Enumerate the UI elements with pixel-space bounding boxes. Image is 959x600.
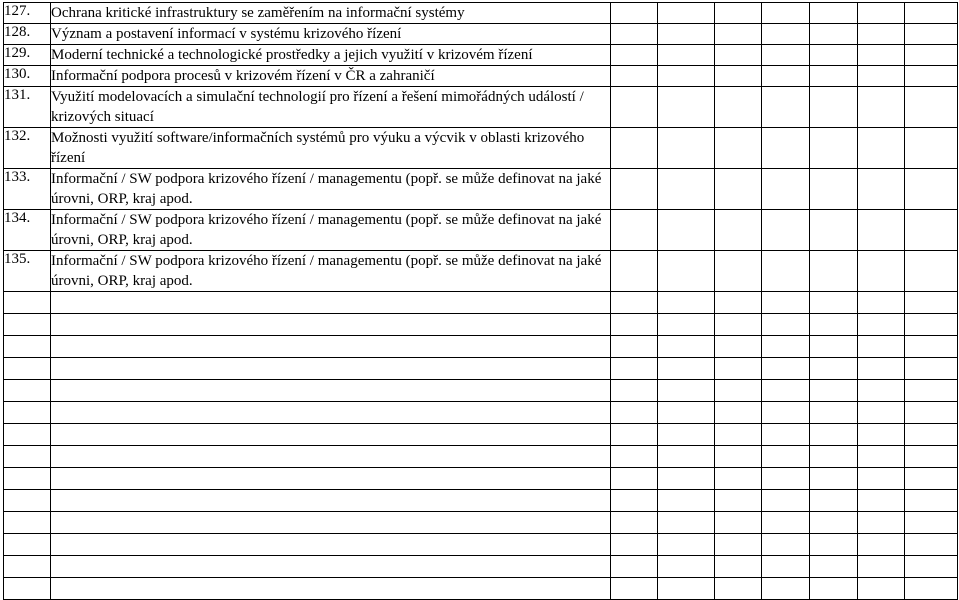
- empty-cell: [715, 251, 762, 292]
- empty-cell: [905, 87, 958, 128]
- empty-cell: [810, 556, 858, 578]
- empty-cell: [762, 128, 810, 169]
- empty-cell: [658, 534, 715, 556]
- empty-cell: [4, 402, 51, 424]
- empty-cell: [715, 24, 762, 45]
- empty-cell: [762, 402, 810, 424]
- empty-cell: [715, 314, 762, 336]
- empty-cell: [51, 292, 611, 314]
- table-row: [4, 66, 958, 87]
- empty-cell: [858, 446, 905, 468]
- empty-cell: [905, 380, 958, 402]
- empty-cell: [4, 292, 51, 314]
- empty-cell: [611, 534, 658, 556]
- empty-cell: [611, 45, 658, 66]
- row-topic: Informační / SW podpora krizového řízení / managementu (popř. se může definovat na jaké úrovni, ORP, kraj apod.: [51, 169, 611, 210]
- empty-cell: [905, 358, 958, 380]
- table-row: [4, 24, 958, 45]
- empty-row: [4, 424, 958, 446]
- empty-cell: [858, 66, 905, 87]
- table-row: [4, 169, 958, 210]
- empty-cell: [715, 380, 762, 402]
- empty-cell: [905, 446, 958, 468]
- empty-row: [4, 314, 958, 336]
- empty-cell: [905, 210, 958, 251]
- empty-cell: [905, 556, 958, 578]
- table-row: [4, 251, 958, 292]
- empty-cell: [658, 128, 715, 169]
- empty-cell: [658, 87, 715, 128]
- empty-row: [4, 402, 958, 424]
- empty-cell: [810, 3, 858, 24]
- empty-cell: [762, 380, 810, 402]
- empty-cell: [858, 292, 905, 314]
- empty-row: [4, 490, 958, 512]
- empty-cell: [905, 292, 958, 314]
- empty-cell: [858, 534, 905, 556]
- empty-cell: [611, 3, 658, 24]
- empty-cell: [762, 251, 810, 292]
- empty-cell: [611, 446, 658, 468]
- empty-cell: [858, 251, 905, 292]
- empty-row: [4, 578, 958, 600]
- row-topic: Informační / SW podpora krizového řízení / managementu (popř. se může definovat na jaké úrovni, ORP, kraj apod.: [51, 251, 611, 292]
- empty-cell: [658, 490, 715, 512]
- empty-cell: [4, 512, 51, 534]
- empty-cell: [4, 446, 51, 468]
- empty-cell: [858, 358, 905, 380]
- empty-cell: [611, 251, 658, 292]
- empty-cell: [762, 578, 810, 600]
- empty-cell: [611, 292, 658, 314]
- empty-cell: [51, 358, 611, 380]
- empty-cell: [858, 45, 905, 66]
- empty-row: [4, 358, 958, 380]
- empty-cell: [611, 336, 658, 358]
- empty-cell: [51, 424, 611, 446]
- empty-cell: [51, 490, 611, 512]
- empty-cell: [858, 556, 905, 578]
- row-number: 131.: [4, 87, 51, 128]
- empty-cell: [762, 336, 810, 358]
- empty-cell: [905, 66, 958, 87]
- empty-cell: [762, 292, 810, 314]
- empty-cell: [858, 87, 905, 128]
- empty-cell: [611, 87, 658, 128]
- empty-cell: [810, 380, 858, 402]
- empty-row: [4, 380, 958, 402]
- empty-cell: [762, 424, 810, 446]
- empty-cell: [905, 169, 958, 210]
- empty-row: [4, 446, 958, 468]
- empty-cell: [905, 534, 958, 556]
- row-topic: Možnosti využití software/informačních systémů pro výuku a výcvik v oblasti krizového řízení: [51, 128, 611, 169]
- empty-cell: [905, 424, 958, 446]
- empty-cell: [715, 424, 762, 446]
- empty-cell: [858, 128, 905, 169]
- empty-cell: [715, 556, 762, 578]
- empty-cell: [658, 210, 715, 251]
- row-topic: Moderní technické a technologické prostředky a jejich využití v krizovém řízení: [51, 45, 611, 66]
- empty-cell: [51, 314, 611, 336]
- empty-cell: [858, 336, 905, 358]
- empty-cell: [905, 402, 958, 424]
- empty-cell: [858, 402, 905, 424]
- row-number: 130.: [4, 66, 51, 87]
- empty-cell: [858, 3, 905, 24]
- empty-cell: [51, 534, 611, 556]
- topics-table: [3, 2, 958, 600]
- empty-cell: [658, 3, 715, 24]
- empty-cell: [611, 358, 658, 380]
- empty-cell: [810, 446, 858, 468]
- empty-cell: [715, 128, 762, 169]
- empty-cell: [905, 128, 958, 169]
- empty-cell: [611, 556, 658, 578]
- empty-cell: [715, 446, 762, 468]
- empty-cell: [762, 556, 810, 578]
- empty-cell: [762, 210, 810, 251]
- empty-cell: [658, 24, 715, 45]
- empty-cell: [905, 512, 958, 534]
- empty-cell: [658, 446, 715, 468]
- empty-cell: [658, 66, 715, 87]
- empty-cell: [658, 314, 715, 336]
- empty-cell: [810, 66, 858, 87]
- empty-cell: [51, 380, 611, 402]
- empty-cell: [810, 24, 858, 45]
- empty-cell: [905, 336, 958, 358]
- empty-cell: [715, 512, 762, 534]
- empty-cell: [611, 169, 658, 210]
- table-row: [4, 87, 958, 128]
- row-number: 133.: [4, 169, 51, 210]
- empty-cell: [858, 24, 905, 45]
- empty-cell: [858, 424, 905, 446]
- empty-row: [4, 468, 958, 490]
- empty-cell: [611, 24, 658, 45]
- row-topic: Informační / SW podpora krizového řízení / managementu (popř. se může definovat na jaké úrovni, ORP, kraj apod.: [51, 210, 611, 251]
- empty-cell: [611, 424, 658, 446]
- empty-cell: [51, 512, 611, 534]
- empty-cell: [810, 490, 858, 512]
- empty-cell: [715, 210, 762, 251]
- empty-cell: [858, 468, 905, 490]
- empty-cell: [658, 292, 715, 314]
- empty-cell: [905, 24, 958, 45]
- empty-cell: [762, 358, 810, 380]
- empty-cell: [51, 336, 611, 358]
- empty-cell: [905, 314, 958, 336]
- empty-cell: [810, 402, 858, 424]
- empty-cell: [658, 358, 715, 380]
- empty-cell: [762, 66, 810, 87]
- row-topic: Ochrana kritické infrastruktury se zaměřením na informační systémy: [51, 3, 611, 24]
- table-row: [4, 45, 958, 66]
- empty-cell: [858, 512, 905, 534]
- empty-cell: [658, 380, 715, 402]
- empty-cell: [905, 490, 958, 512]
- empty-cell: [715, 3, 762, 24]
- empty-cell: [810, 128, 858, 169]
- empty-cell: [658, 169, 715, 210]
- empty-cell: [4, 424, 51, 446]
- empty-cell: [905, 3, 958, 24]
- empty-cell: [762, 24, 810, 45]
- empty-cell: [4, 380, 51, 402]
- empty-cell: [858, 314, 905, 336]
- empty-cell: [658, 45, 715, 66]
- empty-cell: [810, 210, 858, 251]
- empty-cell: [715, 578, 762, 600]
- empty-cell: [810, 468, 858, 490]
- row-topic: Význam a postavení informací v systému krizového řízení: [51, 24, 611, 45]
- empty-cell: [905, 468, 958, 490]
- empty-cell: [762, 3, 810, 24]
- empty-cell: [611, 468, 658, 490]
- empty-cell: [658, 468, 715, 490]
- empty-row: [4, 534, 958, 556]
- empty-cell: [658, 251, 715, 292]
- empty-cell: [611, 66, 658, 87]
- empty-cell: [611, 490, 658, 512]
- empty-cell: [762, 534, 810, 556]
- empty-cell: [611, 380, 658, 402]
- empty-cell: [715, 336, 762, 358]
- empty-cell: [762, 468, 810, 490]
- empty-row: [4, 512, 958, 534]
- empty-cell: [611, 128, 658, 169]
- empty-cell: [658, 336, 715, 358]
- table-row: [4, 3, 958, 24]
- empty-row: [4, 556, 958, 578]
- empty-cell: [810, 87, 858, 128]
- empty-cell: [611, 402, 658, 424]
- empty-cell: [51, 402, 611, 424]
- empty-cell: [658, 556, 715, 578]
- empty-cell: [51, 578, 611, 600]
- empty-cell: [762, 512, 810, 534]
- empty-cell: [905, 251, 958, 292]
- row-number: 132.: [4, 128, 51, 169]
- empty-cell: [858, 169, 905, 210]
- row-number: 127.: [4, 3, 51, 24]
- empty-cell: [810, 45, 858, 66]
- empty-cell: [810, 512, 858, 534]
- empty-cell: [810, 358, 858, 380]
- empty-cell: [4, 358, 51, 380]
- empty-cell: [51, 468, 611, 490]
- row-number: 129.: [4, 45, 51, 66]
- empty-cell: [858, 578, 905, 600]
- empty-cell: [762, 314, 810, 336]
- row-number: 128.: [4, 24, 51, 45]
- empty-cell: [715, 534, 762, 556]
- empty-cell: [4, 556, 51, 578]
- empty-cell: [715, 45, 762, 66]
- empty-cell: [810, 169, 858, 210]
- row-number: 134.: [4, 210, 51, 251]
- empty-cell: [715, 402, 762, 424]
- empty-cell: [611, 210, 658, 251]
- empty-cell: [51, 446, 611, 468]
- empty-cell: [905, 45, 958, 66]
- empty-cell: [4, 534, 51, 556]
- empty-cell: [4, 336, 51, 358]
- empty-cell: [658, 578, 715, 600]
- empty-cell: [4, 314, 51, 336]
- empty-cell: [715, 292, 762, 314]
- empty-cell: [762, 87, 810, 128]
- table-row: [4, 210, 958, 251]
- empty-cell: [762, 169, 810, 210]
- empty-cell: [810, 534, 858, 556]
- empty-cell: [611, 578, 658, 600]
- empty-cell: [715, 66, 762, 87]
- empty-cell: [715, 87, 762, 128]
- table-row: [4, 128, 958, 169]
- empty-cell: [611, 314, 658, 336]
- empty-row: [4, 336, 958, 358]
- empty-cell: [715, 358, 762, 380]
- empty-cell: [4, 490, 51, 512]
- empty-cell: [762, 490, 810, 512]
- empty-cell: [905, 578, 958, 600]
- row-topic: Využití modelovacích a simulační technologií pro řízení a řešení mimořádných událostí / krizových situací: [51, 87, 611, 128]
- empty-cell: [858, 490, 905, 512]
- empty-cell: [715, 468, 762, 490]
- empty-cell: [762, 446, 810, 468]
- empty-cell: [715, 490, 762, 512]
- empty-row: [4, 292, 958, 314]
- empty-cell: [810, 314, 858, 336]
- empty-cell: [611, 512, 658, 534]
- empty-cell: [810, 424, 858, 446]
- empty-cell: [4, 468, 51, 490]
- empty-cell: [4, 578, 51, 600]
- empty-cell: [658, 402, 715, 424]
- empty-cell: [810, 251, 858, 292]
- empty-cell: [810, 292, 858, 314]
- empty-cell: [51, 556, 611, 578]
- empty-cell: [858, 210, 905, 251]
- row-topic: Informační podpora procesů v krizovém řízení v ČR a zahraničí: [51, 66, 611, 87]
- empty-cell: [715, 169, 762, 210]
- empty-cell: [810, 336, 858, 358]
- empty-cell: [658, 424, 715, 446]
- empty-cell: [762, 45, 810, 66]
- empty-cell: [658, 512, 715, 534]
- row-number: 135.: [4, 251, 51, 292]
- empty-cell: [810, 578, 858, 600]
- empty-cell: [858, 380, 905, 402]
